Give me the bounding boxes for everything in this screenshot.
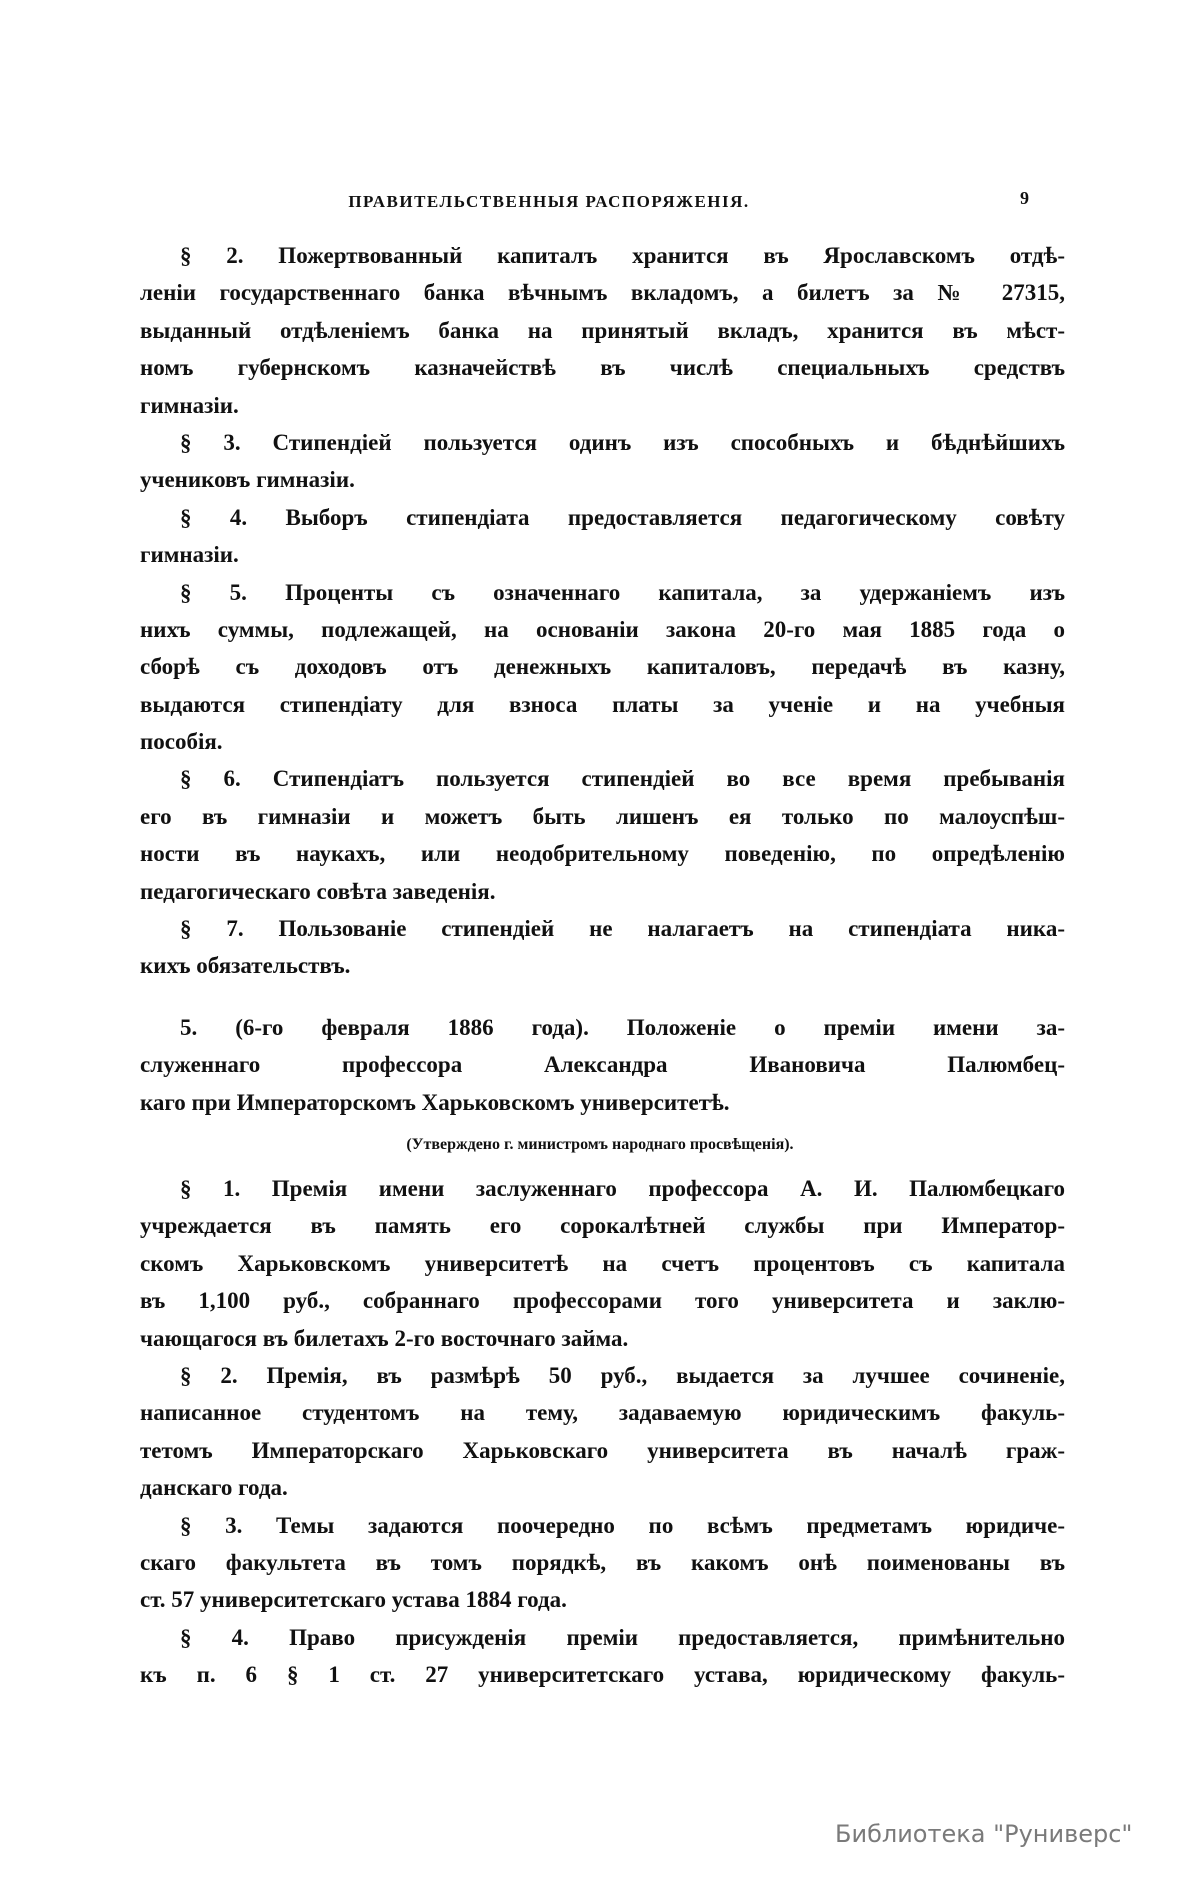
paragraph	[140, 1176, 1065, 1363]
text-line: гимназіи.	[140, 392, 239, 418]
text-line: въ 1,100 руб., собраннаго профессорами того университета и заклю-	[140, 1288, 1065, 1314]
paragraph	[140, 430, 1065, 505]
section-heading	[140, 1015, 1065, 1127]
text-line: ст. 57 университетскаго устава 1884 года.	[140, 1587, 567, 1613]
paragraph	[140, 505, 1065, 580]
text-line: чающагося въ билетахъ 2-го восточнаго займа.	[140, 1325, 629, 1351]
text-line: кихъ обязательствъ.	[140, 953, 351, 979]
text-line: къ п. 6 § 1 ст. 27 университетскаго устава, юридическому факуль-	[140, 1662, 1065, 1688]
text-line: его въ гимназіи и можетъ быть лишенъ ея только по малоуспѣш-	[140, 803, 1065, 829]
paragraph	[140, 916, 1065, 991]
text-line: написанное студентомъ на тему, задаваемую юридическимъ факуль-	[140, 1400, 1065, 1426]
statute-paragraphs-2	[140, 1176, 1065, 1699]
text-line: выданный отдѣленіемъ банка на принятый вкладъ, хранится въ мѣст-	[140, 317, 1065, 343]
paragraph	[140, 1625, 1065, 1700]
page-number: 9	[1020, 188, 1029, 208]
text-line: § 7. Пользованіе стипендіей не налагаетъ на стипендіата ника-	[180, 916, 1065, 942]
statute-paragraphs-1	[140, 243, 1065, 991]
paragraph	[140, 1513, 1065, 1625]
text-line: выдаются стипендіату для взноса платы за ученіе и на учебныя	[140, 691, 1065, 717]
section-subtitle: (Утверждено г. министромъ народнаго просвѣщенія).	[406, 1136, 794, 1153]
heading-line: 5. (6-го февраля 1886 года). Положеніе о преміи имени за-	[180, 1015, 1065, 1040]
text-line: скомъ Харьковскомъ университетѣ на счетъ процентовъ съ капитала	[140, 1250, 1065, 1276]
text-line: § 2. Премія, въ размѣрѣ 50 руб., выдается за лучшее сочиненіе,	[180, 1362, 1065, 1388]
library-watermark: Библиотека "Руниверс"	[835, 1820, 1133, 1848]
text-line: леніи государственнаго банка вѣчнымъ вкладомъ, а билетъ за № 27315,	[140, 280, 1065, 306]
text-line: § 3. Темы задаются поочередно по всѣмъ предметамъ юридиче-	[180, 1512, 1065, 1538]
text-line: учениковъ гимназіи.	[140, 467, 355, 493]
text-line: номъ губернскомъ казначействѣ въ числѣ специальныхъ средствъ	[140, 355, 1065, 381]
text-line: § 2. Пожертвованный капиталъ хранится въ Ярославскомъ отдѣ-	[180, 243, 1065, 268]
text-line: § 4. Выборъ стипендіата предоставляется педагогическому совѣту	[180, 504, 1065, 530]
text-line: педагогическаго совѣта заведенія.	[140, 878, 496, 904]
text-line: сборѣ съ доходовъ отъ денежныхъ капиталовъ, передачѣ въ казну,	[140, 654, 1065, 680]
text-line: пособія.	[140, 729, 223, 755]
text-line: ности въ наукахъ, или неодобрительному поведенію, по опредѣленію	[140, 841, 1065, 867]
text-line: учреждается въ память его сорокалѣтней службы при Император-	[140, 1213, 1065, 1239]
paragraph	[140, 1363, 1065, 1513]
text-line: § 5. Проценты съ означеннаго капитала, за удержаніемъ изъ	[180, 579, 1065, 605]
running-head: ПРАВИТЕЛЬСТВЕННЫЯ РАСПОРЯЖЕНІЯ.	[348, 192, 750, 211]
paragraph	[140, 766, 1065, 916]
text-line: § 6. Стипендіатъ пользуется стипендіей во все время пребыванія	[180, 766, 1065, 792]
text-line: тетомъ Императорскаго Харьковскаго университета въ началѣ граж-	[140, 1437, 1065, 1463]
text-line: данскаго года.	[140, 1475, 288, 1501]
text-line: нихъ суммы, подлежащей, на основаніи закона 20-го мая 1885 года о	[140, 616, 1065, 642]
text-line: скаго факультета въ томъ порядкѣ, въ какомъ онѣ поименованы въ	[140, 1549, 1065, 1575]
text-line: гимназіи.	[140, 542, 239, 568]
paragraph	[140, 243, 1065, 430]
heading-line: каго при Императорскомъ Харьковскомъ университетѣ.	[140, 1089, 730, 1115]
text-line: § 4. Право присужденія преміи предоставляется, примѣнительно	[180, 1624, 1065, 1650]
paragraph	[140, 580, 1065, 767]
text-line: § 3. Стипендіей пользуется одинъ изъ способныхъ и бѣднѣйшихъ	[180, 429, 1065, 455]
text-line: § 1. Премія имени заслуженнаго профессора А. И. Палюмбецкаго	[180, 1176, 1065, 1201]
heading-line: служеннаго профессора Александра Ивановича Палюмбец-	[140, 1052, 1065, 1078]
